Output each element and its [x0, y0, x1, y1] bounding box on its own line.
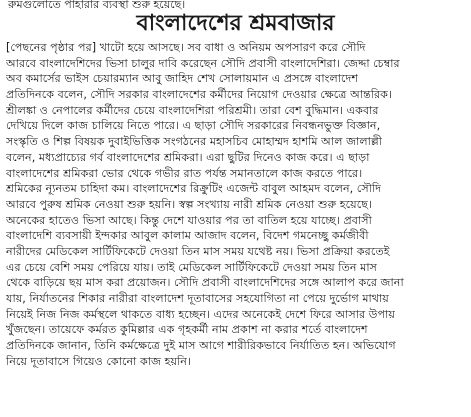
article-line: আরবে পুরুষ শ্রমিক নেওয়া শুরু হয়নি। স্বল্প সংখ্যায় নারী শ্রমিক নেওয়া শুরু হয়েছে।: [6, 197, 372, 211]
article-line: খুঁজছেন। তায়েফে কর্মরত কুমিল্লার এক গৃহকর্মী নাম প্রকাশ না করার শর্তে বাংলাদেশ: [6, 323, 368, 337]
article-line: বাংলাদেশের শ্রমিকরা ভোর থেকে গভীর রাত পর্যন্ত সমানতালে কাজ করতে পারে।: [6, 166, 363, 180]
article-line: আরবে বাংলাদেশিদের ভিসা চালুর দাবি করেছেন সৌদি প্রবাসী বাংলাদেশিরা। জেদ্দা চেম্বার: [6, 56, 400, 70]
article-line: [6, 40, 465, 56]
article-body: [6, 40, 465, 369]
article-line: নারীদের মেডিকেল সার্টিফিকেটে দেওয়া তিন মাস সময় যথেষ্ট নয়। ভিসা প্রক্রিয়া করতেই: [6, 244, 390, 258]
article-line: নিয়েই নিজ নিজ কর্মস্থলে থাকতে বাধ্য হচ্ছেন। এদের অনেকেই দেশে ফিরে আসার উপায়: [6, 307, 395, 321]
article-line: প্রতিদিনকে জানান, তিনি কর্মক্ষেত্রে দুই মাস আগে শারীরিকভাবে নির্যাতিত হন। অভিযোগ: [6, 339, 396, 353]
article-line: বলেন, মধ্যপ্রাচ্যের গর্ব বাংলাদেশের শ্রমিকরা। এরা ছুটির দিনেও কাজ করে। এ ছাড়া: [6, 150, 370, 164]
article-line: যায়, নির্যাতনের শিকার নারীরা বাংলাদেশ দূতাবাসের সহযোগিতা না পেয়ে দুর্ভোগ মাথায়: [6, 292, 389, 305]
article-line-text: খাটো হয়ে আসছে। সব বাধা ও অনিয়ম অপসারণ করে সৌদি: [96, 41, 366, 54]
previous-text-fragment: রুমগুলোতে পাহারার ব্যবস্থা শুরু হয়েছে।: [8, 0, 186, 11]
article-line: সংস্কৃতি ও শিল্প বিষয়ক দুবাইভিত্তিক সংগঠনের মহাসচিব মোহাম্মদ হাশমি আল জালাল্লী: [6, 135, 383, 149]
article-line: বাংলাদেশি ব্যবসায়ী ইন্দকার আবুল কালাম আজাদ বলেন, বিদেশ গমনেচ্ছু কর্মজীবী: [6, 229, 369, 243]
article-line: এর চেয়ে বেশি সময় পেরিয়ে যায়। তাই মেডিকেল সার্টিফিকেটে দেওয়া সময় তিন মাস: [6, 260, 377, 274]
article-line: থেকে বাড়িয়ে ছয় মাস করা প্রয়োজন। সৌদি প্রবাসী বাংলাদেশিদের সঙ্গে আলাপ করে জানা: [6, 276, 404, 290]
article-line: অনেকের হাতেও ভিসা আছে। কিন্তু দেশে যাওয়ার পর তা বাতিল হয়ে যাচ্ছে। প্রবাসী: [6, 213, 372, 227]
article-headline: বাংলাদেশের শ্রমবাজার: [136, 11, 335, 36]
article-line: প্রতিদিনকে বলেন, সৌদি সরকার বাংলাদেশের কর্মীদের নিয়োগ দেওয়ার ক্ষেত্রে আন্তরিক।: [6, 88, 393, 102]
article-line: শ্রীলঙ্কা ও নেপালের কর্মীদের চেয়ে বাংলাদেশিরা পরিশ্রমী। তারা বেশ বুদ্ধিমান। একবার: [6, 103, 379, 117]
article-line: দেখিয়ে দিলে কাজ চালিয়ে নিতে পারে। এ ছাড়া সৌদি সরকারের নিবন্ধনভুক্ত বিজ্ঞান,: [6, 119, 381, 133]
article-line: নিয়ে দূতাবাসে গিয়েও কোনো কাজ হয়নি।: [6, 354, 191, 368]
article-line: শ্রমিকের ন্যূনতম চাহিদা কম। বাংলাদেশের রিক্রুটিং এজেন্ট বাবুল আহমদ বলেন, সৌদি: [6, 182, 382, 196]
continued-marker: [পেছনের পৃষ্ঠার পর]: [6, 41, 97, 54]
article-line: অব কমার্সের ভাইস চেয়ারম্যান আবু জাহিদ শেখ সোলায়মান এ প্রসঙ্গে বাংলাদেশ: [6, 72, 359, 86]
